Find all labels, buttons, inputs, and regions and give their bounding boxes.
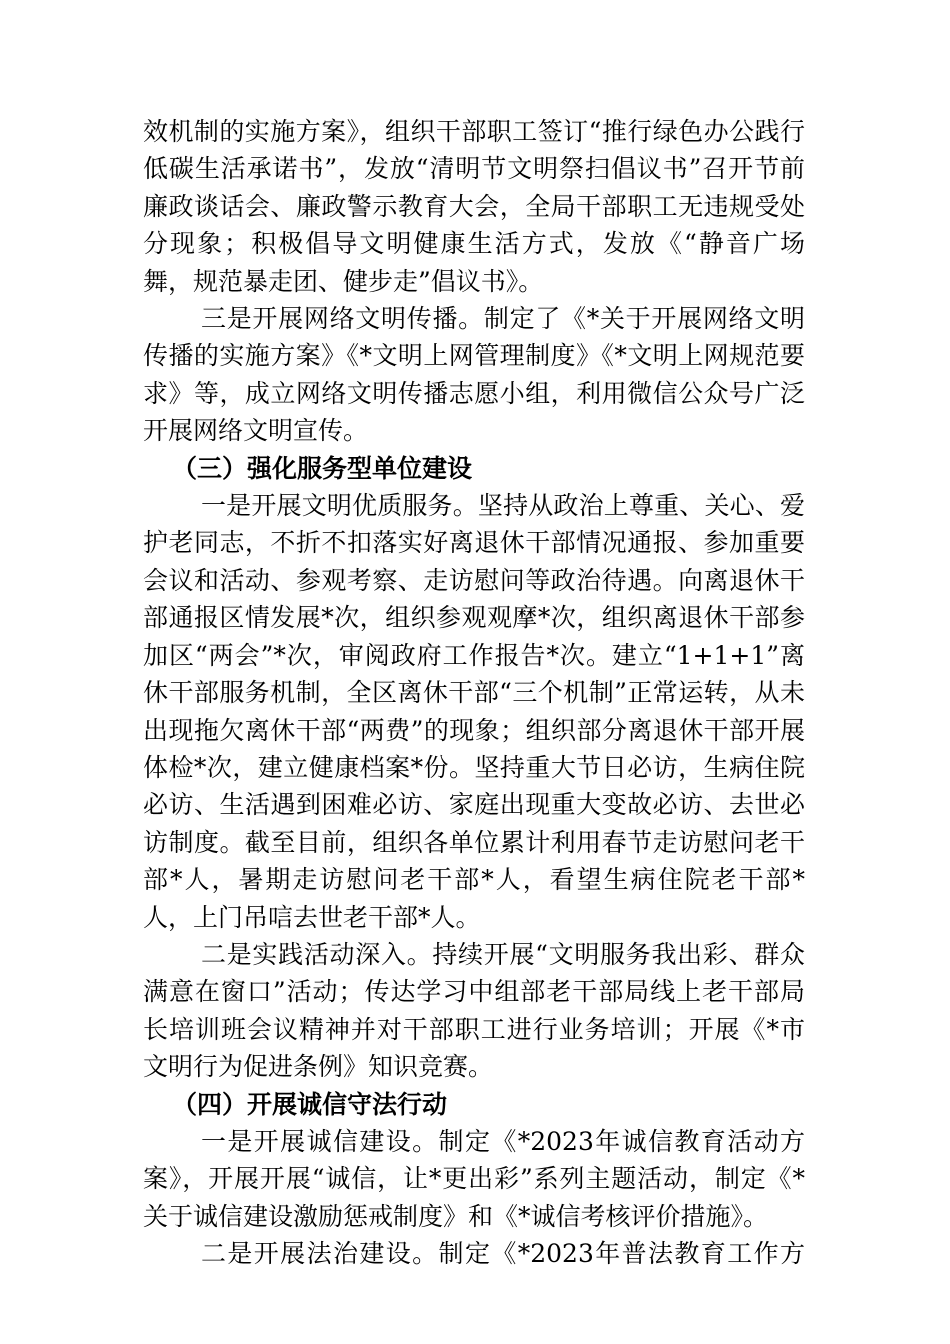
paragraph-green-office: 效机制的实施方案》，组织干部职工签订“推行绿色办公践行低碳生活承诺书”，发放“清明节文明祭扫倡议书”召开节前廉政谈话会、廉政警示教育大会，全局干部职工无违规受处分现象；积极倡导文明健康生活方式，发放《“静音广场舞，规范暴走团、健步走”倡议书》。 bbox=[143, 117, 805, 296]
paragraph-practice-activities: 二是实践活动深入。持续开展“文明服务我出彩、群众满意在窗口”活动；传达学习中组部老干部局线上老干部局长培训班会议精神并对干部职工进行业务培训；开展《*市文明行为促进条例》知识竞赛。 bbox=[143, 939, 805, 1082]
paragraph-network-civilization: 三是开展网络文明传播。制定了《*关于开展网络文明传播的实施方案》《*文明上网管理制度》《*文明上网规范要求》等，成立网络文明传播志愿小组，利用微信公众号广泛开展网络文明宣传。 bbox=[143, 304, 805, 446]
section-heading-service-unit: （三）强化服务型单位建设 bbox=[172, 453, 473, 483]
section-heading-integrity-law: （四）开展诚信守法行动 bbox=[172, 1089, 448, 1119]
paragraph-integrity-building: 一是开展诚信建设。制定《*2023年诚信教育活动方案》，开展开展“诚信，让*更出彩”系列主题活动，制定《*关于诚信建设激励惩戒制度》和《*诚信考核评价措施》。 bbox=[143, 1126, 805, 1231]
document-body bbox=[143, 113, 805, 1273]
paragraph-rule-of-law: 二是开展法治建设。制定《*2023年普法教育工作方 bbox=[201, 1239, 805, 1269]
paragraph-quality-service: 一是开展文明优质服务。坚持从政治上尊重、关心、爱护老同志，不折不扣落实好离退休干部情况通报、参加重要会议和活动、参观考察、走访慰问等政治待遇。向离退休干部通报区情发展*次，组织参观观摩*次，组织离退休干部参加区“两会”*次，审阅政府工作报告*次。建立“1+1+1”离休干部服务机制，全区离休干部“三个机制”正常运转，从未出现拖欠离休干部“两费”的现象；组织部分离退休干部开展体检*次，建立健康档案*份。坚持重大节日必访，生病住院必访、生活遇到困难必访、家庭出现重大变故必访、去世必访制度。截至目前，组织各单位累计利用春节走访慰问老干部*人，暑期走访慰问老干部*人，看望生病住院老干部*人，上门吊唁去世老干部*人。 bbox=[143, 491, 805, 932]
